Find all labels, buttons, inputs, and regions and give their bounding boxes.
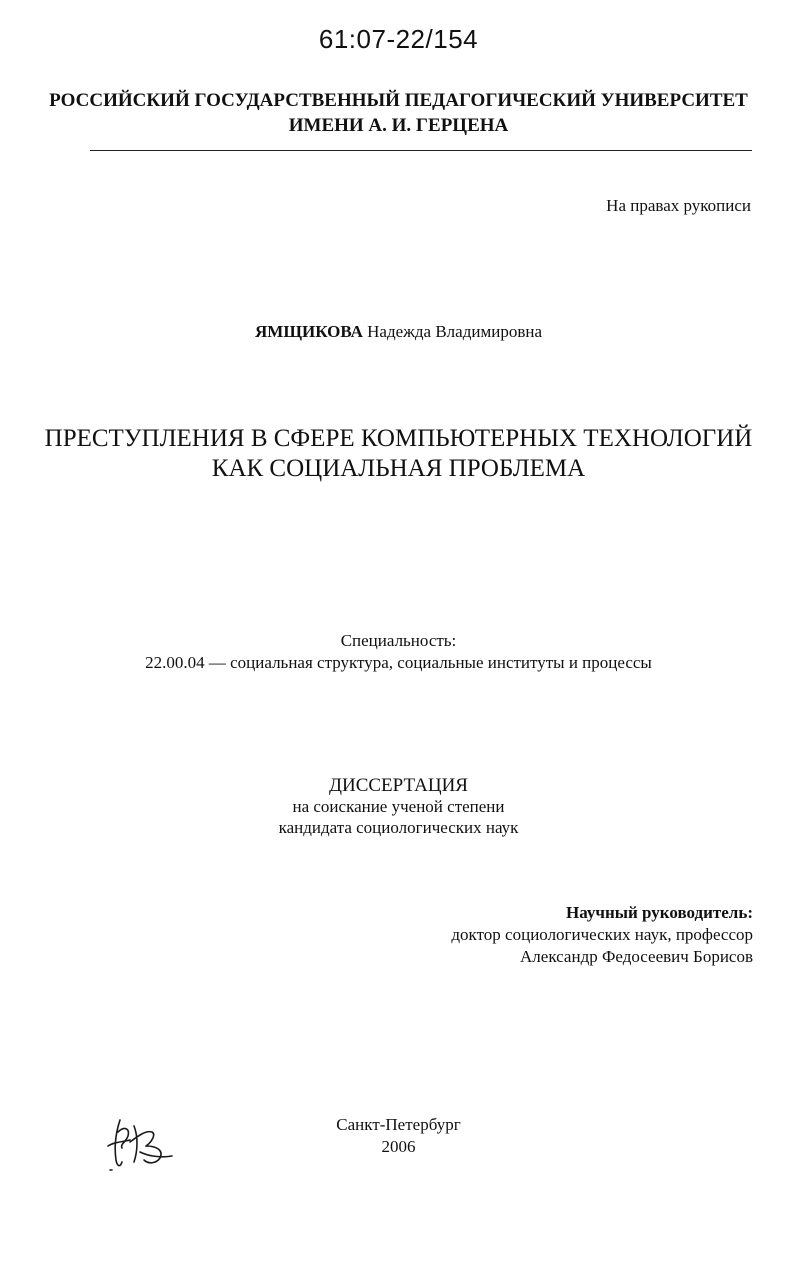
title-line-2: КАК СОЦИАЛЬНАЯ ПРОБЛЕМА [211, 455, 586, 482]
dissertation-field-line: кандидата социологических наук [278, 818, 519, 837]
university-name [0, 88, 797, 138]
dissertation-title [0, 424, 797, 484]
author-given-names: Надежда Владимировна [367, 322, 542, 341]
city: Санкт-Петербург [336, 1115, 461, 1134]
supervisor-block [451, 902, 753, 968]
supervisor-name: Александр Федосеевич Борисов [520, 947, 753, 966]
dissertation-block [0, 775, 797, 838]
supervisor-degree: доктор социологических наук, профессор [451, 925, 753, 944]
rights-note: На правах рукописи [606, 196, 751, 215]
university-line-1: РОССИЙСКИЙ ГОСУДАРСТВЕННЫЙ ПЕДАГОГИЧЕСКИЙ УНИВЕРСИТЕТ [49, 90, 748, 111]
speciality-block [0, 630, 797, 674]
title-line-1: ПРЕСТУПЛЕНИЯ В СФЕРЕ КОМПЬЮТЕРНЫХ ТЕХНОЛОГИЙ [44, 425, 753, 452]
year: 2006 [381, 1137, 416, 1156]
place-and-year [0, 1114, 797, 1158]
speciality-label: Специальность: [340, 631, 457, 650]
header-divider [90, 150, 752, 151]
document-code: 61:07-22/154 [318, 24, 479, 54]
author-surname: ЯМЩИКОВА [255, 322, 363, 341]
supervisor-label: Научный руководитель: [566, 903, 753, 922]
dissertation-degree-line: на соискание ученой степени [292, 797, 505, 816]
speciality-value: 22.00.04 — социальная структура, социальные институты и процессы [145, 653, 652, 672]
dissertation-heading: ДИССЕРТАЦИЯ [329, 775, 468, 796]
author [0, 322, 797, 342]
university-line-2: ИМЕНИ А. И. ГЕРЦЕНА [288, 115, 509, 136]
